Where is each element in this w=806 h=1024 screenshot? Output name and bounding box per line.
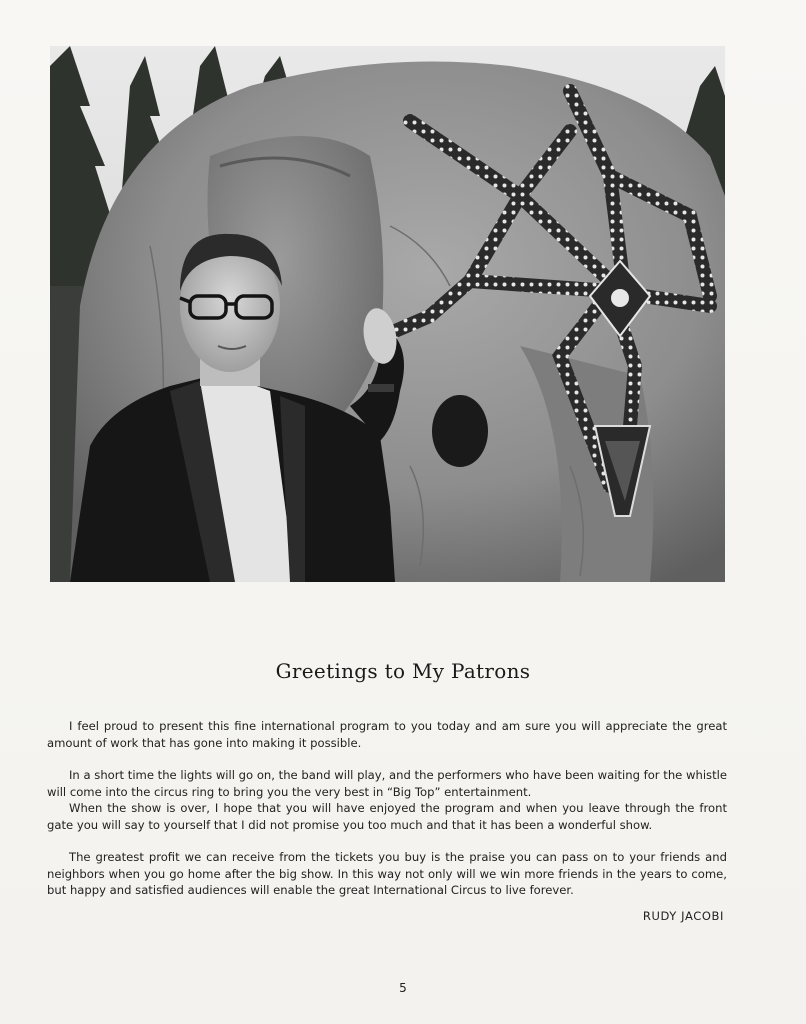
paragraph: When the show is over, I hope that you will have enjoyed the program and when you leave through the front gate you will say to yourself that I did not promise you too much and that it has been a wonderful show.: [47, 801, 727, 832]
page-number: 5: [399, 981, 407, 995]
page-title: Greetings to My Patrons: [275, 659, 531, 683]
letter-body: [47, 718, 727, 899]
signature: RUDY JACOBI: [642, 909, 724, 923]
man-with-elephant-photo: [50, 46, 725, 582]
paragraph: In a short time the lights will go on, the band will play, and the performers who have been waiting for the whistle will come into the circus ring to bring you the very best in “Big Top” entertainment.: [47, 768, 727, 799]
paragraph: I feel proud to present this fine international program to you today and am sure you will appreciate the great amount of work that has gone into making it possible.: [47, 719, 727, 750]
paragraph: The greatest profit we can receive from the tickets you buy is the praise you can pass on to your friends and neighbors when you go home after the big show. In this way not only will we win more friends in the years to come, but happy and satisfied audiences will enable the great International Circus to live forever.: [47, 850, 727, 897]
